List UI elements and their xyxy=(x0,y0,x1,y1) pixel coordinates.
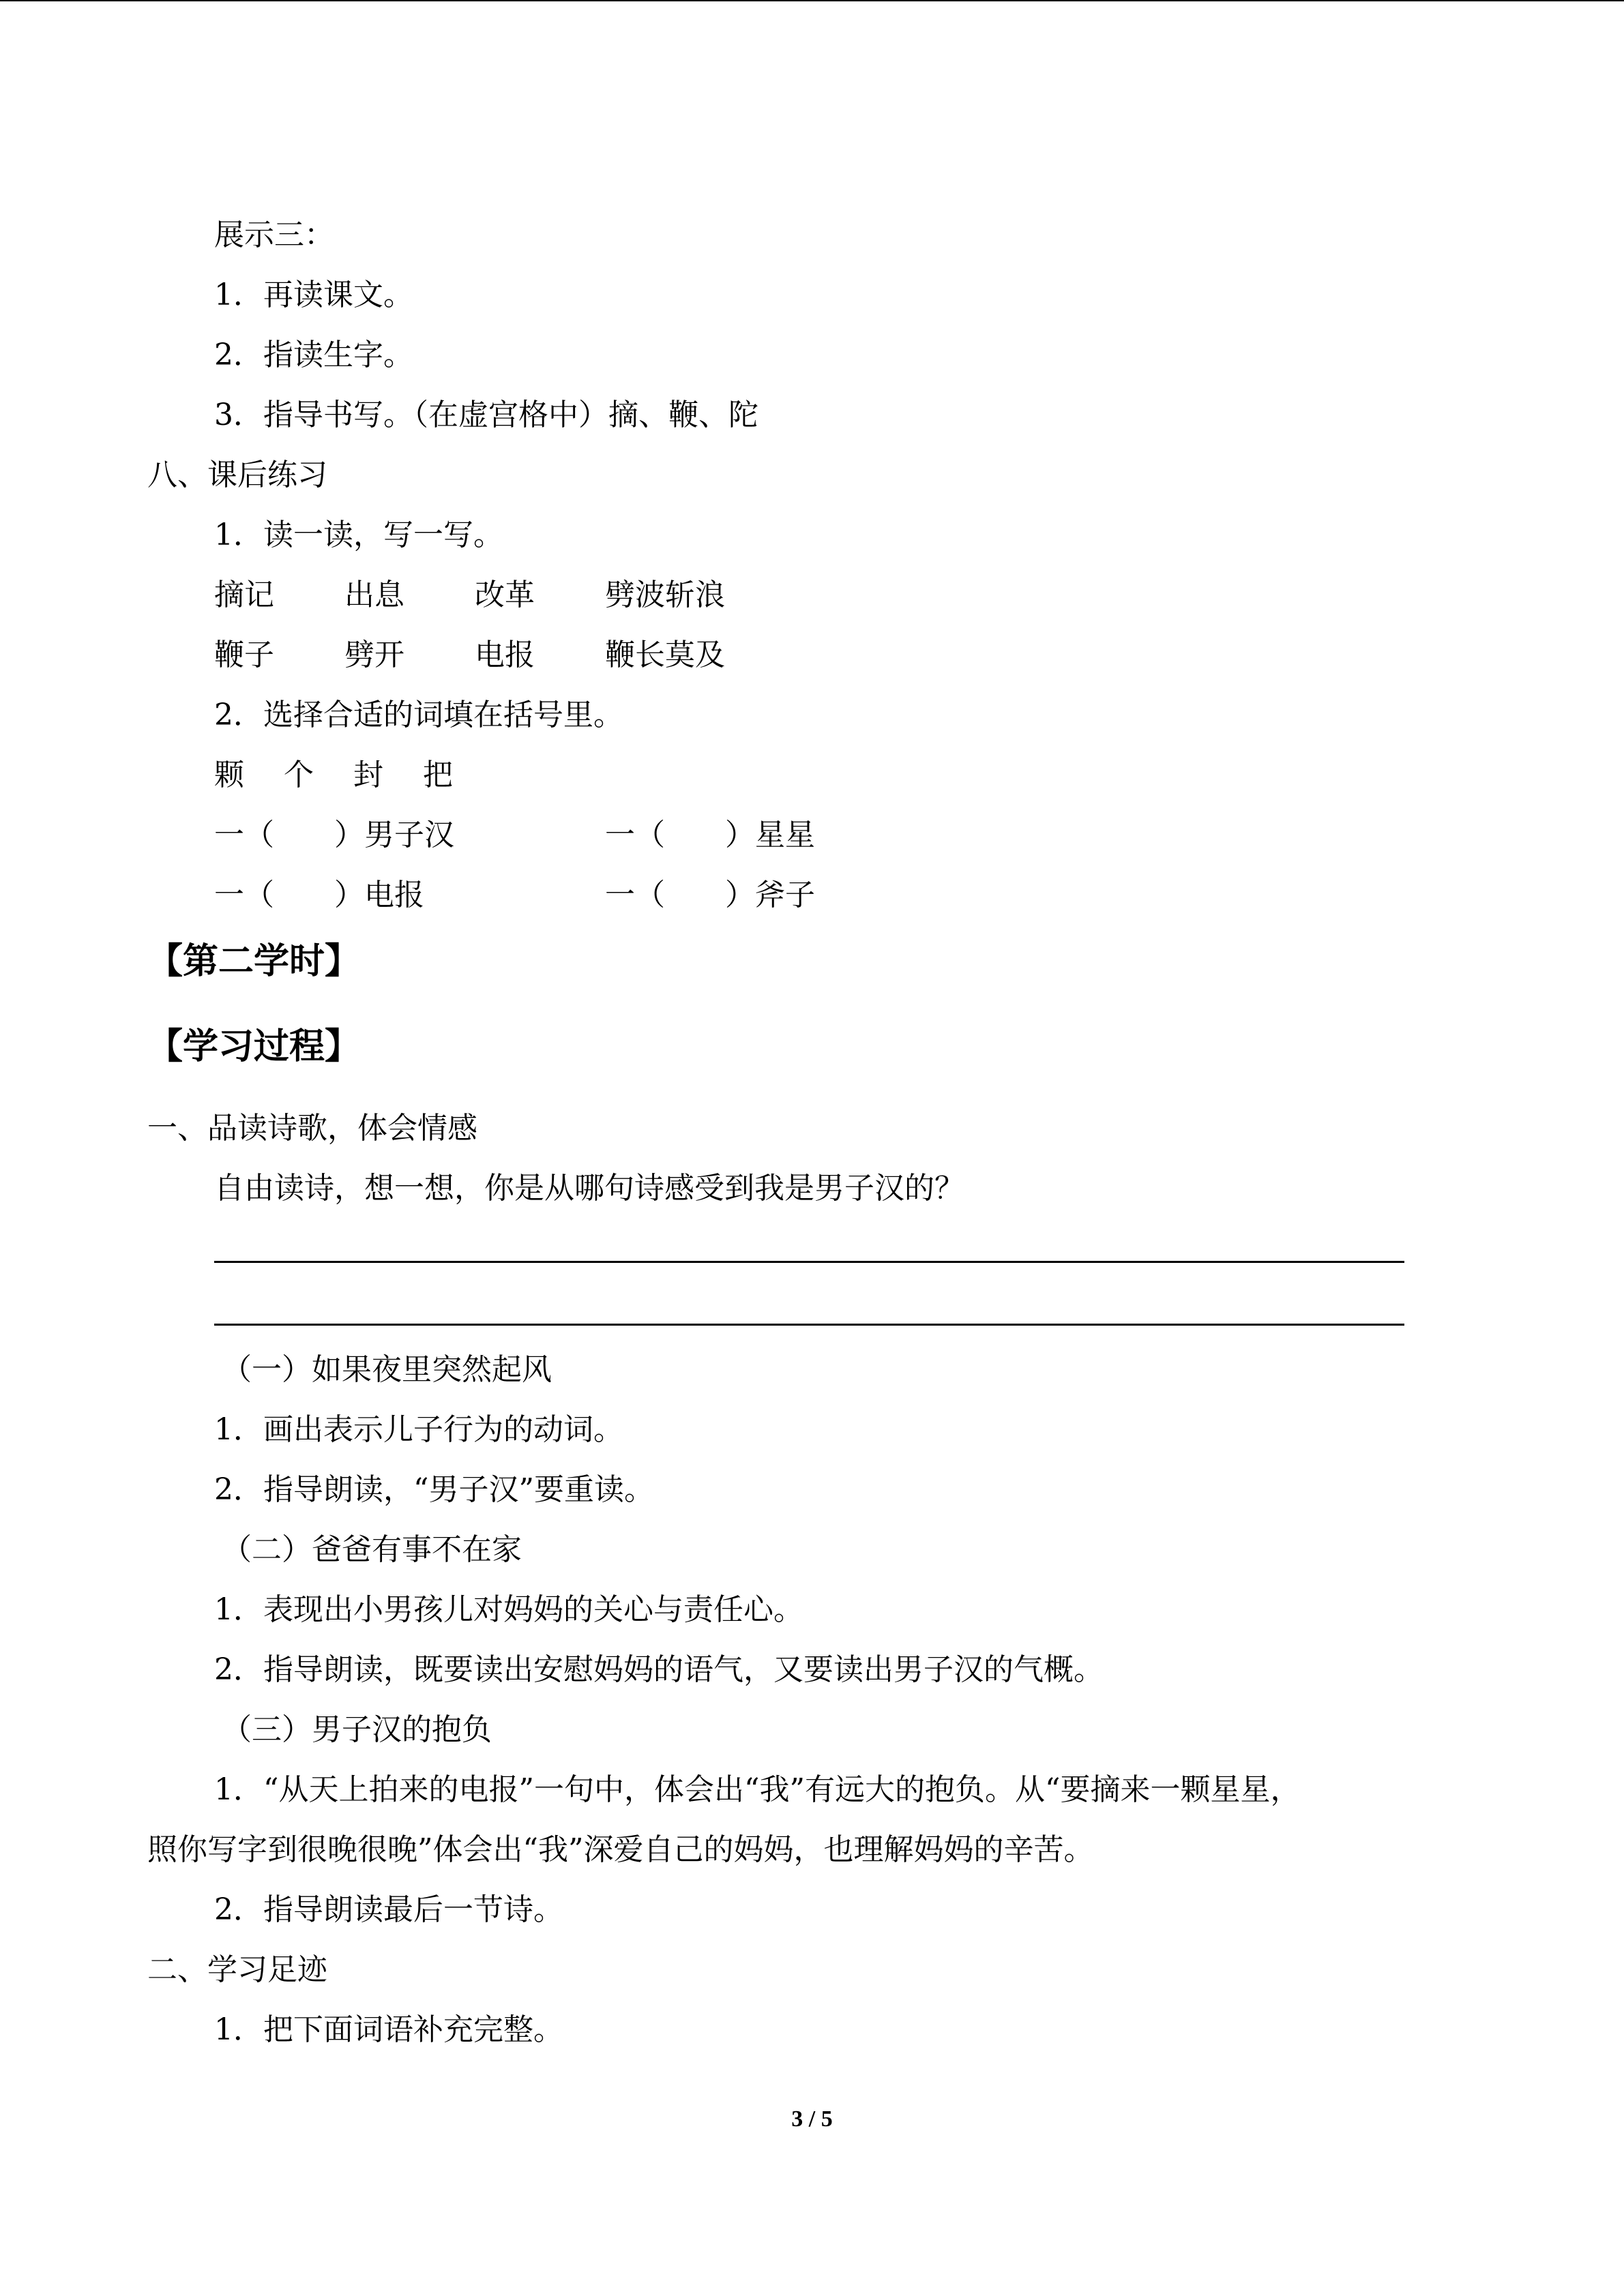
answer-line-1 xyxy=(214,1261,1404,1263)
answer-line-2 xyxy=(214,1324,1404,1326)
section-8-title: 八、课后练习 xyxy=(147,458,327,492)
question-free-read: 自由读诗，想一想，你是从哪句诗感受到我是男子汉的？ xyxy=(214,1171,964,1206)
show3-item-2: 2．指读生字。 xyxy=(214,338,413,372)
part-3-item-2: 2．指导朗读最后一节诗。 xyxy=(214,1892,563,1927)
part-3-item-1-line-2: 照你写字到很晚很晚”体会出“我”深爱自己的妈妈，也理解妈妈的辛苦。 xyxy=(147,1832,1094,1867)
show3-item-1: 1．再读课文。 xyxy=(214,278,413,312)
fill-blank-1a: 一（ ）男子汉 xyxy=(214,818,454,852)
section-2-title: 二、学习足迹 xyxy=(147,1952,327,1987)
fill-blank-1b: 一（ ）星星 xyxy=(605,818,815,852)
page-top-border xyxy=(0,0,1624,1)
part-1-item-2: 2．指导朗读，“男子汉”要重读。 xyxy=(214,1472,654,1507)
fill-blank-2b: 一（ ）斧子 xyxy=(605,878,815,912)
fill-blank-2a: 一（ ）电报 xyxy=(214,878,424,912)
word-row1-1: 摘记 xyxy=(214,578,274,612)
part-3-item-1-line-1: 1．“从天上拍来的电报”一句中，体会出“我”有远大的抱负。从“要摘来一颗星星， xyxy=(214,1772,1301,1807)
heading-learning-process: 【学习过程】 xyxy=(147,1026,361,1067)
word-row2-1: 鞭子 xyxy=(214,638,274,672)
word-row2-3: 电报 xyxy=(475,638,535,672)
word-row2-2: 劈开 xyxy=(344,638,404,672)
word-row1-4: 劈波斩浪 xyxy=(605,578,725,612)
show3-title: 展示三： xyxy=(214,218,334,252)
show3-item-3: 3．指导书写。（在虚宫格中）摘、鞭、陀 xyxy=(214,398,758,432)
part-3-title: （三）男子汉的抱负 xyxy=(222,1712,492,1747)
part-2-title: （二）爸爸有事不在家 xyxy=(222,1532,522,1567)
part-1-item-1: 1．画出表示儿子行为的动词。 xyxy=(214,1412,623,1447)
word-row1-2: 出息 xyxy=(344,578,404,612)
measure-words: 颗 个 封 把 xyxy=(214,758,453,792)
part-2-item-1: 1．表现出小男孩儿对妈妈的关心与责任心。 xyxy=(214,1592,803,1627)
exercise-1-title: 1．读一读，写一写。 xyxy=(214,518,503,552)
section-1-title: 一、品读诗歌，体会情感 xyxy=(147,1111,477,1146)
word-row1-3: 改革 xyxy=(475,578,535,612)
section-2-item-1: 1．把下面词语补充完整。 xyxy=(214,2012,563,2047)
exercise-2-title: 2．选择合适的词填在括号里。 xyxy=(214,698,623,732)
word-row2-4: 鞭长莫及 xyxy=(605,638,725,672)
heading-lesson-2: 【第二学时】 xyxy=(147,941,361,982)
page-number: 3 / 5 xyxy=(791,2106,833,2132)
part-2-item-2: 2．指导朗读，既要读出安慰妈妈的语气，又要读出男子汉的气概。 xyxy=(214,1652,1104,1687)
part-1-title: （一）如果夜里突然起风 xyxy=(222,1352,552,1387)
